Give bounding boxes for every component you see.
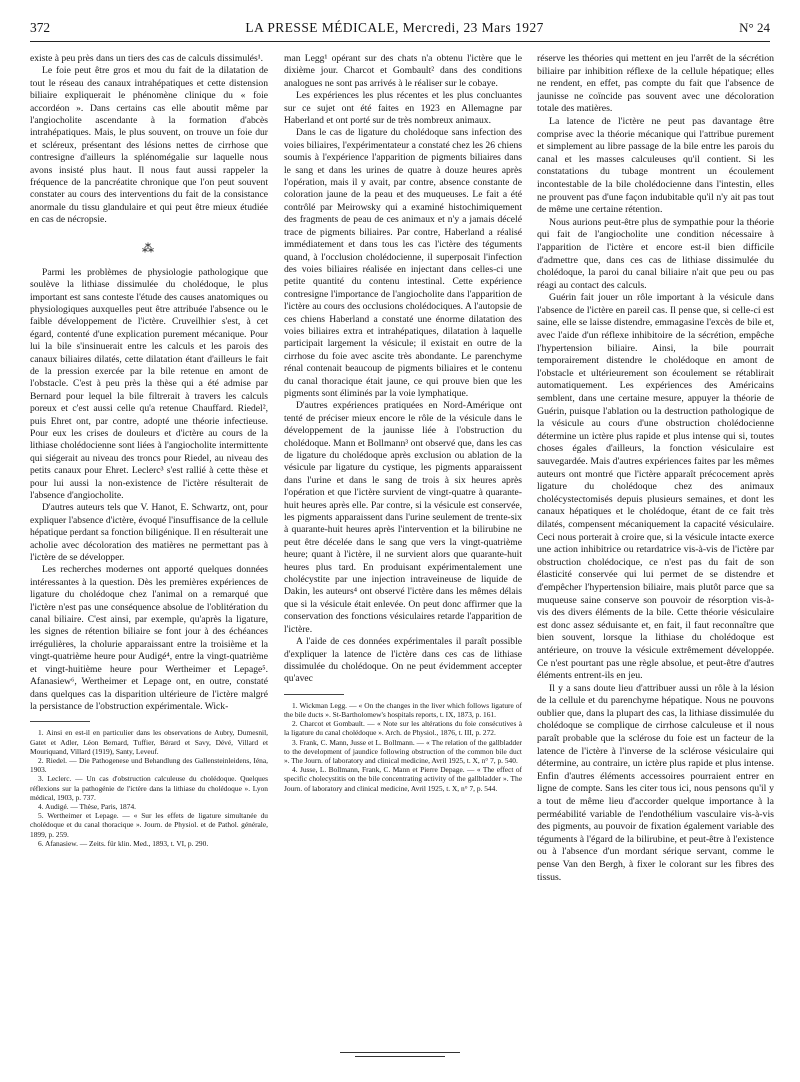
- paragraph: A l'aide de ces données expérimentales il paraît possible d'expliquer la latence de l'ictère dans ces cas de lithiase dissimulée du cholédoque. On ne peut évidemment accepter qu'avec: [284, 636, 522, 685]
- page-number: 372: [30, 20, 51, 35]
- end-rule: [355, 1056, 445, 1057]
- paragraph: man Legg¹ opérant sur des chats n'a obtenu l'ictère que le dixième jour. Charcot et Gombault² dans des conditions analogues ne sont pas arrivés à le réaliser sur le cobaye.: [284, 53, 522, 89]
- footnote-rule: [30, 721, 90, 722]
- footnote: 6. Afanasiew. — Zeits. für klin. Med., 1893, t. VI, p. 290.: [38, 838, 209, 848]
- column-right: [537, 53, 774, 884]
- paragraph: réserve les théories qui mettent en jeu l'arrêt de la sécrétion biliaire par inhibition réflexe de la cellule hépatique; elles ne rendent, en effet, pas compte du fait que l'absence de jaunisse ne coïncide pas souvent avec une décoloration totale des matières.: [537, 53, 774, 115]
- footnotes: [284, 701, 522, 793]
- footnote: 4. Audigé. — Thèse, Paris, 1874.: [38, 801, 136, 811]
- paragraph: Parmi les problèmes de physiologie pathologique que soulève la lithiase dissimulée du cholédoque, le plus important est sans conteste l'étude des causes anatomiques ou physiologiques auxquelles peut être attribuée l'absence ou le faible développement de l'ictère. Cruveilhier s'est, à cet égard, contenté d'une explication purement mécanique. Pour lui la bile s'insinuerait entre les calculs et les parois des canaux biliaires dilatés, cette dilatation étant d'ailleurs le fait de la pression exercée par la bile retenue en amont de l'obstacle. C'est à peu près la thèse qui a été admise par Bernard pour lequel la bile filtrerait à travers les calculs poreux et c'est aussi celle qu'a retenue Chauffard. Riedel², puis Ehret ont, par contre, adopté une théorie infectieuse. Pour eux les crises de douleurs et d'ictère au cours de la lithiase cholédocienne sont liées à l'angiocholite intermittente qui siégerait au niveau des troncs pour Riedel, au niveau des petits canaux pour Ehret. Leclerc³ s'est rallié à cette thèse et pour lui aussi la non-existence de l'ictère résulterait de l'absence d'angiocholite.: [30, 266, 268, 501]
- footnote: 1. Wickman Legg. — « On the changes in the liver which follows ligature of the bile ducts ». St-Bartholomew's hospitals reports, t. IX, 1873, p. 161.: [284, 700, 522, 719]
- footnote: 4. Jusse, L. Bollmann, Frank, C. Mann et Pierre Depage. — « The effect of specific cholecystitis on the bile concentrating activity of the gallbladder ». The Journ. of laboratory and clinical medicine, Avril 1925, t. X, n° 7, p. 544.: [284, 765, 522, 793]
- column-left: [30, 53, 268, 848]
- issue-number: N° 24: [739, 20, 770, 35]
- footnote: 3. Frank, C. Mann, Jusse et L. Bollmann. — « The relation of the gallbladder to the development of jaundice following obstruction of the common bile duct ». The Journ. of laboratory and clinical medicine, Avril 1925, t. X, n° 7, p. 540.: [284, 737, 522, 765]
- paragraph: Les expériences les plus récentes et les plus concluantes sur ce sujet ont été faites en 1923 en Allemagne par Haberland et ont porté sur de très nombreux animaux.: [284, 90, 522, 127]
- paragraph: Le foie peut être gros et mou du fait de la dilatation de tout le réseau des canaux intrahépatiques et cette distension biliaire expliquerait le phénomène clinique du « foie accordéon ». Dans certains cas elle aboutit même par l'angiocholite ascendante à la formation d'abcès intrahépatiques. Mais, le plus souvent, on trouve un foie dur et scléreux, présentant des lésions nettes de cirrhose que contresigne d'ailleurs la splénomégalie sur laquelle nous avons insisté plus haut. Il nous faut aussi rappeler la fréquence de la pancréatite chronique que l'on peut souvent constater au cours des interventions du fait de la consistance anormale du tissu glandulaire et qui peut être mieux étudiée en cas de nécropsie.: [30, 65, 268, 226]
- paragraph: D'autres expériences pratiquées en Nord-Amérique ont tenté de préciser mieux encore le rôle de la vésicule dans le développement de la jaunisse liée à l'obstruction du cholédoque. Mann et Bollmann³ ont observé que, dans les cas de ligature du cholédoque après exclusion ou ablation de la vésicule par ligature du cystique, les pigments apparaissent dans l'urine et dans le sang de trois à six heures après l'opération et que l'ictère survient de vingt-quatre à quarante-huit heures après elle. Par contre, si la vésicule est conservée, les pigments apparaissent dans l'urine seulement de trente-six à quarante-huit heures après l'intervention et la bilirubine ne peut être décelée dans le sang que vers la vingt-quatrième heure; quant à l'ictère, il ne survient alors que quarante-huit heures plus tard. En produisant expérimentalement une cholécystite par une injection intraveineuse de liquide de Dakin, les auteurs⁴ ont observé l'ictère dans les mêmes délais que si la vésicule était enlevée. On peut donc affirmer que la conservation des fonctions vésiculaires retarde l'apparition de l'ictère.: [284, 400, 522, 635]
- paragraph: existe à peu près dans un tiers des cas de calculs dissimulés¹.: [30, 53, 264, 64]
- end-rule: [340, 1052, 460, 1053]
- paragraph: D'autres auteurs tels que V. Hanot, E. Schwartz, ont, pour expliquer l'absence d'ictère, évoqué l'insuffisance de la cellule hépatique perdant sa fonction biligénique. Il en résulterait une acholie avec décoloration des matières ne permettant pas à l'ictère de se développer.: [30, 502, 268, 564]
- running-header: [30, 20, 770, 38]
- footnote: 5. Wertheimer et Lepage. — « Sur les effets de ligature simultanée du cholédoque et du canal thoracique ». Journ. de Physiol. et de Pathol. générale, 1899, p. 259.: [30, 811, 268, 839]
- footnote: 3. Leclerc. — Un cas d'obstruction calculeuse du cholédoque. Quelques réflexions sur la pathogénie de l'ictère dans la lithiase du cholédoque ». Lyon médical, 1903, p. 737.: [30, 774, 268, 802]
- paragraph: Dans le cas de ligature du cholédoque sans infection des voies biliaires, l'expérimentateur a constaté chez les 26 chiens soumis à l'expérience l'apparition de pigments biliaires dans le sang et dans les urines de quatre à douze heures après l'opération, mais il y avait, par contre, absence constante de coloration jaune de la peau et des muqueuses. Le fait a été contrôlé par Meirowsky qui a examiné histochimiquement des fragments de peau de ces animaux et n'y a jamais décelé trace de pigments biliaires. Par contre, Haberland a réalisé immédiatement et dans tous les cas l'ictère des téguments quand, à l'occlusion cholédocienne, il superposait l'infection des voies biliaires réalisée en injectant dans celles-ci une petite quantité du contenu intestinal. Cette expérience contresigne l'importance de l'angiocholite dans l'apparition de l'ictère au cours des occlusions cholédociques. A l'autopsie de ces chiens Haberland a constaté une énorme dilatation des voies biliaires extra et intrahépatiques, dilatation à laquelle participait largement la vésicule; il existait en outre de la cirrhose du foie avec ascite très abondante. Le parenchyme rénal contenait beaucoup de pigments biliaires et le contenu du canal thoracique était jaune, ce qui prouve bien que les pigments sont éliminés par la voie lymphatique.: [284, 127, 522, 399]
- footnote: 1. Ainsi en est-il en particulier dans les observations de Aubry, Dumesnil, Gatet et Adler, Léon Bernard, Tuffier, Bérard et Savy, Dévé, Villard et Mouriquand, Villard (1919), Santy, Leveuf.: [30, 728, 268, 756]
- section-separator: ⁂: [142, 240, 156, 255]
- paragraph: Guérin fait jouer un rôle important à la vésicule dans l'absence de l'ictère en pareil cas. Il pense que, si celle-ci est saine, elle se laisse distendre, emmagasine l'excès de bile et, avec l'aide d'un réflexe inhibitoire de la sécrétion, empêche l'hypertension biliaire. Ainsi, la bile pourrait temporairement distendre le cholédoque en amont de l'obstacle et ultérieurement son écoulement se rétablirait automatiquement. Les expériences des Américains semblent, dans une certaine mesure, appuyer la théorie de Guérin, puisque l'ablation ou la destruction pathologique de la vésicule au cours d'une obstruction cholédocienne détermine un ictère plus rapide et plus intense qui si, toutes choses égales d'ailleurs, la fonction vésiculaire est sauvegardée. Mais d'autres expériences faites par les mêmes auteurs ont montré que l'ictère apparaît précocement après ligature du cholédoque chez des animaux cholécystectomisés depuis plusieurs semaines, et dont les canaux hépatiques et le cholédoque, étant de ce fait très dilatés, compensent mécaniquement la capacité vésiculaire. Ceci nous porterait à croire que, si la vésicule intacte exerce une action inhibitrice ou retardatrice vis-à-vis de l'ictère par obstruction cholédocique, ce n'est pas du fait de son élasticité conservée qui lui permet de se distendre et d'empêcher l'hypertension biliaire, mais plutôt parce que sa muqueuse saine conserve son pouvoir de résorption vis-à-vis des divers éléments de la bile. Cette théorie vésiculaire est donc assez séduisante et, en fait, il faut reconnaître que bien souvent, lorsque la lithiase du cholédoque est antérieure, on trouve la vésicule extrêmement développée. Ce n'est pourtant pas une règle absolue, et peut-être d'autres éléments entrent-ils en jeu.: [537, 292, 774, 682]
- journal-title: LA PRESSE MÉDICALE, Mercredi, 23 Mars 1927: [245, 20, 544, 35]
- footnote: 2. Charcot et Gombault. — « Note sur les altérations du foie consécutives à la ligature du canal cholédoque ». Arch. de Physiol., 1876, t. III, p. 272.: [284, 719, 522, 738]
- paragraph: Il y a sans doute lieu d'attribuer aussi un rôle à la lésion de la cellule et du parenchyme hépatique. Nous ne pouvons oublier que, dans la plupart des cas, la lithiase dissimulée du cholédoque se complique de cirrhose calculeuse et il nous paraît probable que la sclérose du foie est un facteur de la latence de l'ictère à l'inverse de la sclérose vésiculaire qui détermine, au contraire, un ictère plus rapide et plus intense. Enfin d'autres éléments accessoires pourraient entrer en ligne de compte. Sans les citer tous ici, nous pensons qu'il y a tout de même lieu d'accorder quelque importance à la perméabilité variable de l'endothélium vasculaire vis-à-vis des pigments, au pouvoir de fixation également variable des téguments à l'égard de la bilirubine, et peut-être à l'existence ou à l'absence d'un mordant sérique servant, comme le pense Van den Bergh, à fixer le colorant sur les fibres des tissus.: [537, 682, 774, 883]
- paragraph: Nous aurions peut-être plus de sympathie pour la théorie qui fait de l'angiocholite une condition nécessaire à l'apparition de l'ictère et encore est-il bien difficile d'admettre que, dans ces cas de lithiase dissimulée du cholédoque, la paroi du canal biliaire n'ait que peu ou pas réagi au contact des calculs.: [537, 216, 774, 291]
- paragraph: Les recherches modernes ont apporté quelques données intéressantes à la question. Dès les premières expériences de ligature du cholédoque chez l'animal on a remarqué que l'ictère n'est pas une conséquence absolue de l'oblitération du canal biliaire. C'est ainsi, par exemple, qu'après la ligature, les signes de rétention biliaire se font jour à des échéances irrégulières, la cholurie apparaissant entre la troisième et la vingt-quatrième heure pour Audigé⁴, entre la vingt-quatrième et vingt-huitième heure pour Wertheimer et Lepage⁵. Afanasiew⁶, Wertheimer et Lepage ont, en outre, constaté dans quelques cas la disparition ultérieure de l'ictère malgré la persistance de l'obstruction expérimentale. Wick-: [30, 564, 268, 712]
- column-middle: [284, 53, 522, 793]
- footnote-rule: [284, 694, 344, 695]
- footnotes: [30, 728, 268, 848]
- footnote: 2. Riedel. — Die Pathogenese und Behandlung des Gallensteinleidens, Iéna, 1903.: [30, 755, 268, 775]
- header-rule: [30, 41, 770, 42]
- paragraph: La latence de l'ictère ne peut pas davantage être comprise avec la théorie mécanique qui l'attribue purement et simplement au libre passage de la bile entre les parois du canal et les masses calculeuses qu'il contient. Si les constatations du tubage montrent un écoulement incontestable de la bile cholédocienne dans l'intestin, elles ne prouvent pas d'une façon indubitable qu'il n'y ait pas tout de même une certaine rétention.: [537, 115, 774, 216]
